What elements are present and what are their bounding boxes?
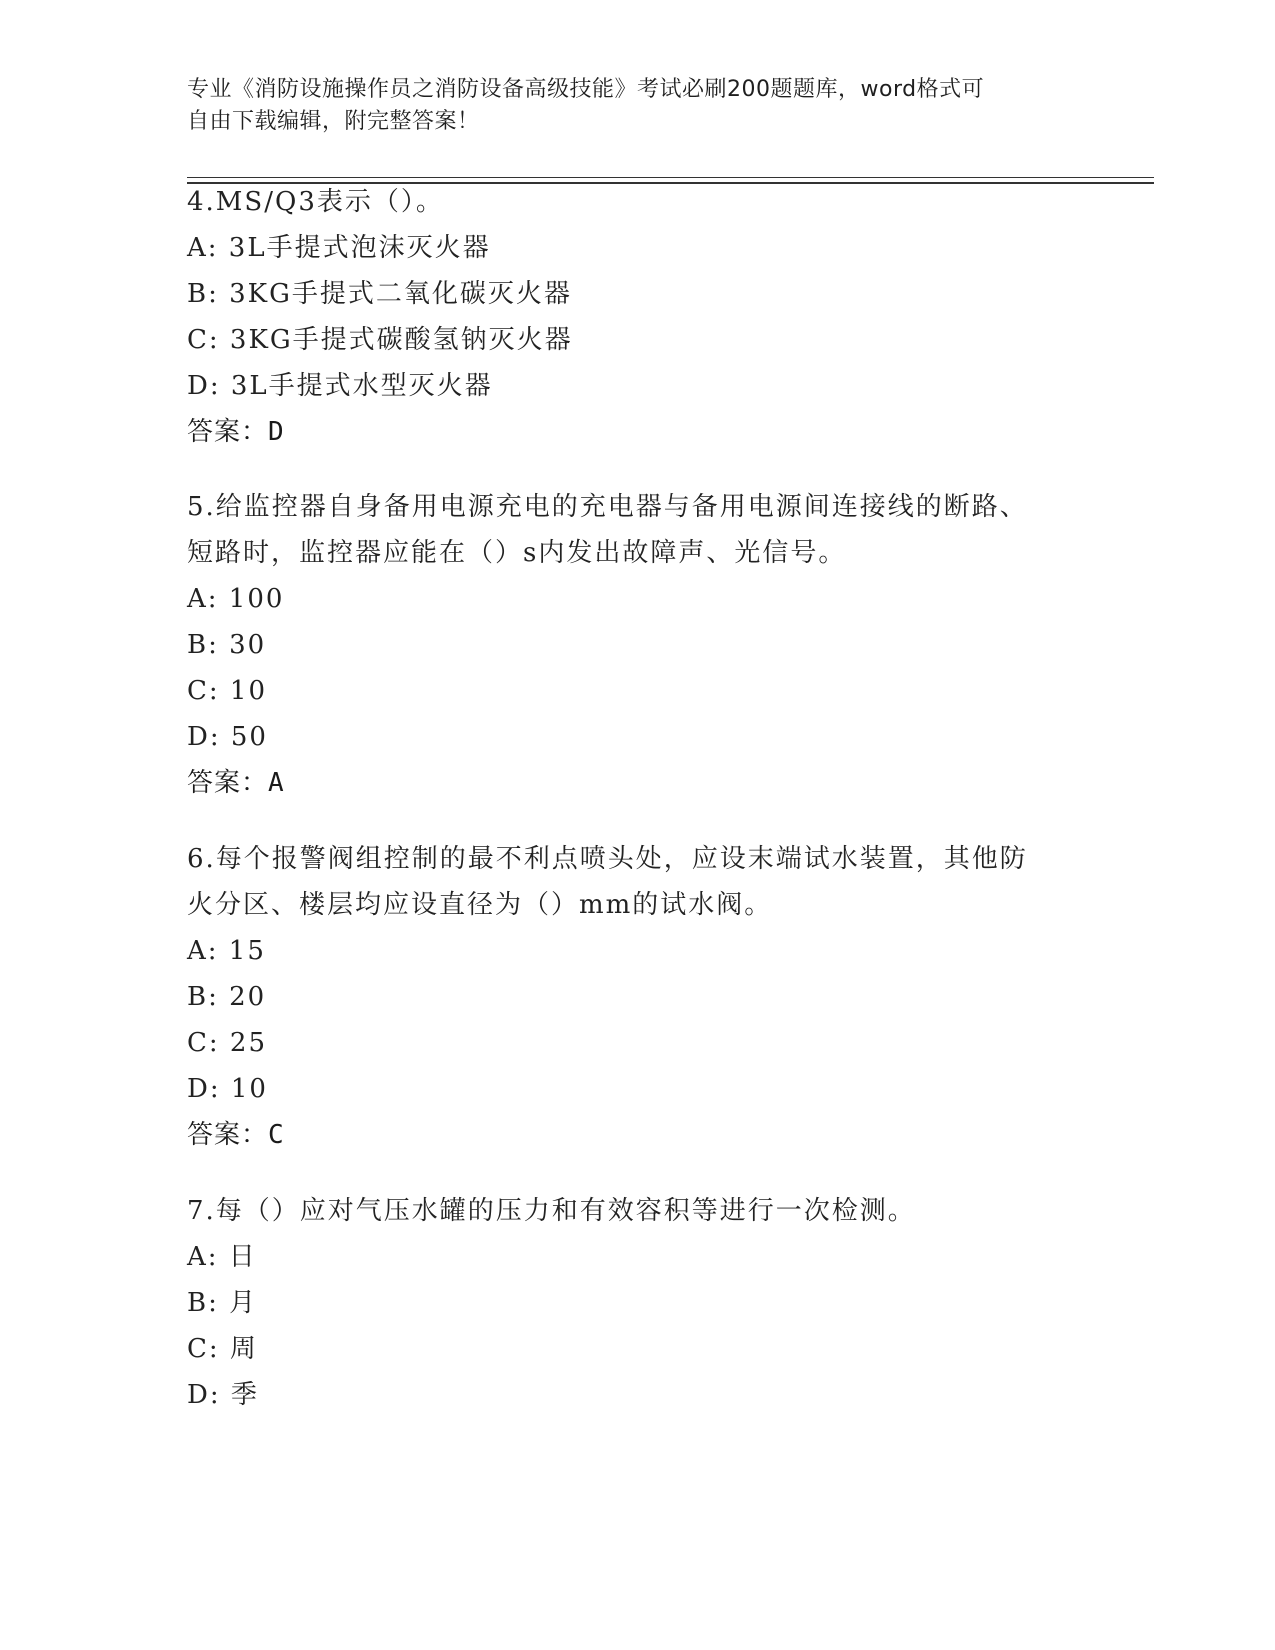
answer-line [187, 760, 1067, 806]
option-c: C: 10 [187, 676, 268, 706]
answer-value: D [268, 417, 285, 447]
option-c: C: 25 [187, 1028, 268, 1058]
option-d: D: 3L手提式水型灭火器 [187, 371, 493, 401]
question-7 [187, 1188, 1067, 1418]
option-b: B: 3KG手提式二氧化碳灭火器 [187, 279, 572, 309]
option-d: D: 10 [187, 1074, 268, 1104]
option-c: C: 周 [187, 1334, 258, 1364]
answer-label: 答案： [187, 1120, 269, 1150]
option-a: A: 100 [187, 584, 285, 614]
option-d: D: 50 [187, 722, 268, 752]
option-a: A: 日 [187, 1242, 257, 1272]
question-text-line-2: 短路时，监控器应能在（）s内发出故障声、光信号。 [187, 538, 847, 568]
question-text: 4.MS/Q3表示（）。 [187, 187, 444, 217]
answer-line [187, 1112, 1067, 1158]
answer-value: C [268, 1120, 285, 1150]
answer-label: 答案： [187, 768, 269, 798]
question-text-line-2: 火分区、楼层均应设直径为（）mm的试水阀。 [187, 890, 773, 920]
option-c: C: 3KG手提式碳酸氢钠灭火器 [187, 325, 573, 355]
question-4 [187, 179, 1067, 455]
answer-label: 答案： [187, 417, 269, 447]
question-text-line-1: 5.给监控器自身备用电源充电的充电器与备用电源间连接线的断路、 [187, 492, 1028, 522]
header-line-2: 自由下载编辑，附完整答案！ [187, 109, 480, 134]
question-text: 7.每（）应对气压水罐的压力和有效容积等进行一次检测。 [187, 1196, 916, 1226]
answer-line [187, 409, 1067, 455]
question-6 [187, 836, 1067, 1158]
question-5 [187, 484, 1067, 806]
option-b: B: 月 [187, 1288, 258, 1318]
document-header [187, 74, 1067, 138]
option-a: A: 15 [187, 936, 266, 966]
option-b: B: 30 [187, 630, 267, 660]
option-d: D: 季 [187, 1380, 259, 1410]
header-line-1: 专业《消防设施操作员之消防设备高级技能》考试必刷200题题库，word格式可 [187, 77, 985, 102]
option-a: A: 3L手提式泡沫灭火器 [187, 233, 491, 263]
header-divider-thin [187, 177, 1154, 178]
option-b: B: 20 [187, 982, 267, 1012]
answer-value: A [268, 768, 285, 798]
question-text-line-1: 6.每个报警阀组控制的最不利点喷头处，应设末端试水装置，其他防 [187, 844, 1028, 874]
